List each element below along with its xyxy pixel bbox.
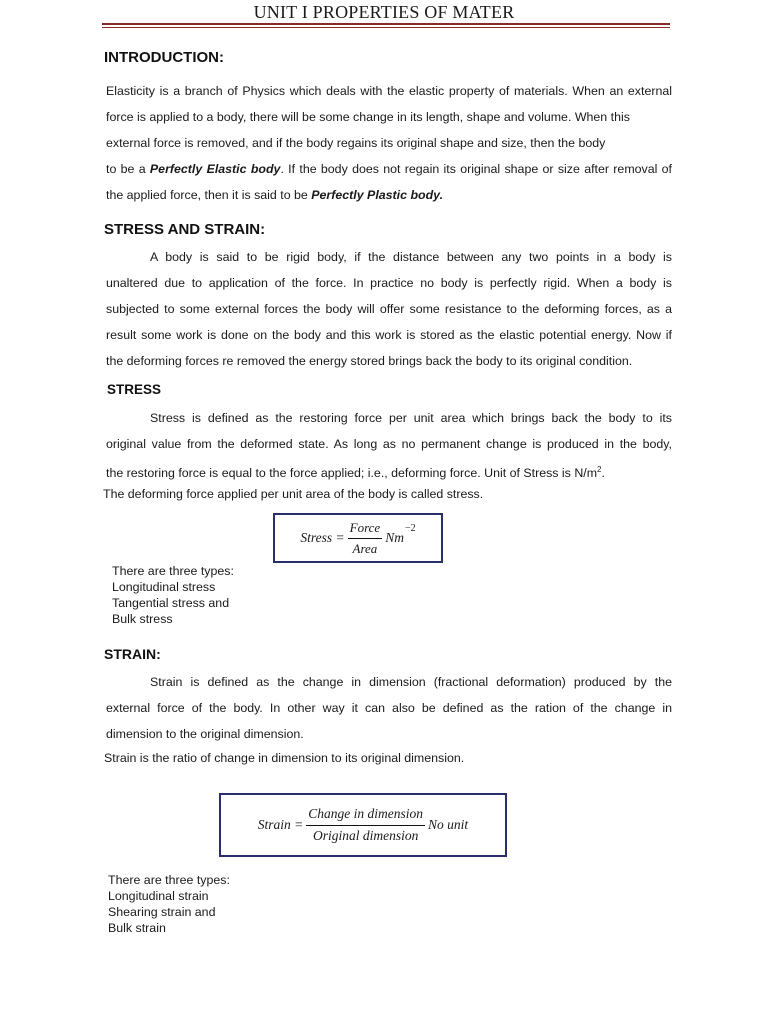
strain-types-title: There are three types: [108,873,230,887]
stress-paragraph [106,405,672,483]
strain-formula-numerator: Change in dimension [306,806,425,825]
strain-formula-denominator: Original dimension [312,827,419,843]
introduction-line-4-pre: to be a [106,162,150,176]
stress-formula-lhs: Stress = [300,530,345,545]
header-rule [102,23,670,25]
stress-and-strain-line-3: subjected to some external forces the body will offer some resistance to the deforming forces, as a [106,302,672,316]
stress-formula-denominator: Area [352,540,378,556]
list-item: Tangential stress and [112,596,230,610]
strain-formula-unit: No unit [428,817,469,832]
stress-formula-unit: Nm [385,530,404,545]
strain-line-1-text: Strain is defined as the change in dimension (fractional deformation) produced by the [150,675,672,689]
stress-line-3 [106,457,672,483]
list-item: Shearing strain and [108,905,216,919]
strain-types-list [108,872,230,936]
introduction-line-1: Elasticity is a branch of Physics which deals with the elastic property of materials. When an external [106,84,672,98]
introduction-line-4-post: . If the body does not regain its original shape or size after removal of [280,162,673,176]
list-item: Longitudinal stress [112,580,216,594]
stress-and-strain-line-1 [106,244,672,270]
list-item: Longitudinal strain [108,889,209,903]
strain-paragraph [106,669,672,747]
stress-and-strain-heading: STRESS AND STRAIN: [104,221,266,238]
stress-and-strain-line-2: unaltered due to application of the force. In practice no body is perfectly rigid. When a body is [106,276,672,290]
stress-formula-exponent: −2 [404,522,416,534]
stress-line-1-text: Stress is defined as the restoring force per unit area which brings back the body to its [150,411,672,425]
stress-line-3-text: the restoring force is equal to the force applied; i.e., deforming force. Unit of Stress is N/m [106,466,598,481]
page-title: UNIT I PROPERTIES OF MATER [253,2,515,22]
strain-formula-box [219,793,507,857]
introduction-line-3: external force is removed, and if the body regains its original shape and size, then the body [106,136,606,150]
stress-types-list [112,563,234,627]
stress-heading: STRESS [107,382,162,397]
strain-formula-lhs: Strain = [257,817,304,832]
introduction-heading: INTRODUCTION: [104,49,224,66]
stress-and-strain-line-4: result some work is done on the body and this work is stored as the elastic potential energy. Now if [106,328,672,342]
list-item: Bulk strain [108,921,166,935]
list-item: Bulk stress [112,612,173,626]
stress-line-1 [106,405,672,431]
stress-types-title: There are three types: [112,564,234,578]
strain-heading: STRAIN: [104,646,161,662]
stress-definition: The deforming force applied per unit area of the body is called stress. [103,487,484,501]
stress-and-strain-paragraph [106,244,672,374]
stress-line-3-end: . [601,466,605,481]
strain-formula-fraction [306,806,425,843]
introduction-line-5-pre: the applied force, then it is said to be [106,188,312,202]
stress-formula-fraction [348,520,383,556]
stress-and-strain-line-5: the deforming forces re removed the energy stored brings back the body to its original condition. [106,354,633,368]
stress-line-2: original value from the deformed state. As long as no permanent change is produced in the body, [106,437,672,451]
stress-and-strain-line-1-text: A body is said to be rigid body, if the distance between any two points in a body is [150,250,672,264]
strain-line-3: dimension to the original dimension. [106,727,304,741]
stress-formula-numerator: Force [348,520,383,539]
introduction-line-2: force is applied to a body, there will be some change in its length, shape and volume. When this [106,110,630,124]
stress-formula-box [273,513,443,563]
perfectly-plastic-term: Perfectly Plastic body. [311,188,444,202]
introduction-line-4 [106,156,672,182]
strain-line-2: external force of the body. In other way it can also be defined as the ration of the change in [106,701,672,715]
strain-line-1 [106,669,672,695]
perfectly-elastic-term: Perfectly Elastic body [149,162,281,176]
strain-definition: Strain is the ratio of change in dimension to its original dimension. [104,751,465,765]
introduction-line-5 [106,182,672,208]
stress-unit-exponent: 2 [597,465,602,474]
header-rule-thin [102,27,670,28]
introduction-paragraph [106,78,672,208]
